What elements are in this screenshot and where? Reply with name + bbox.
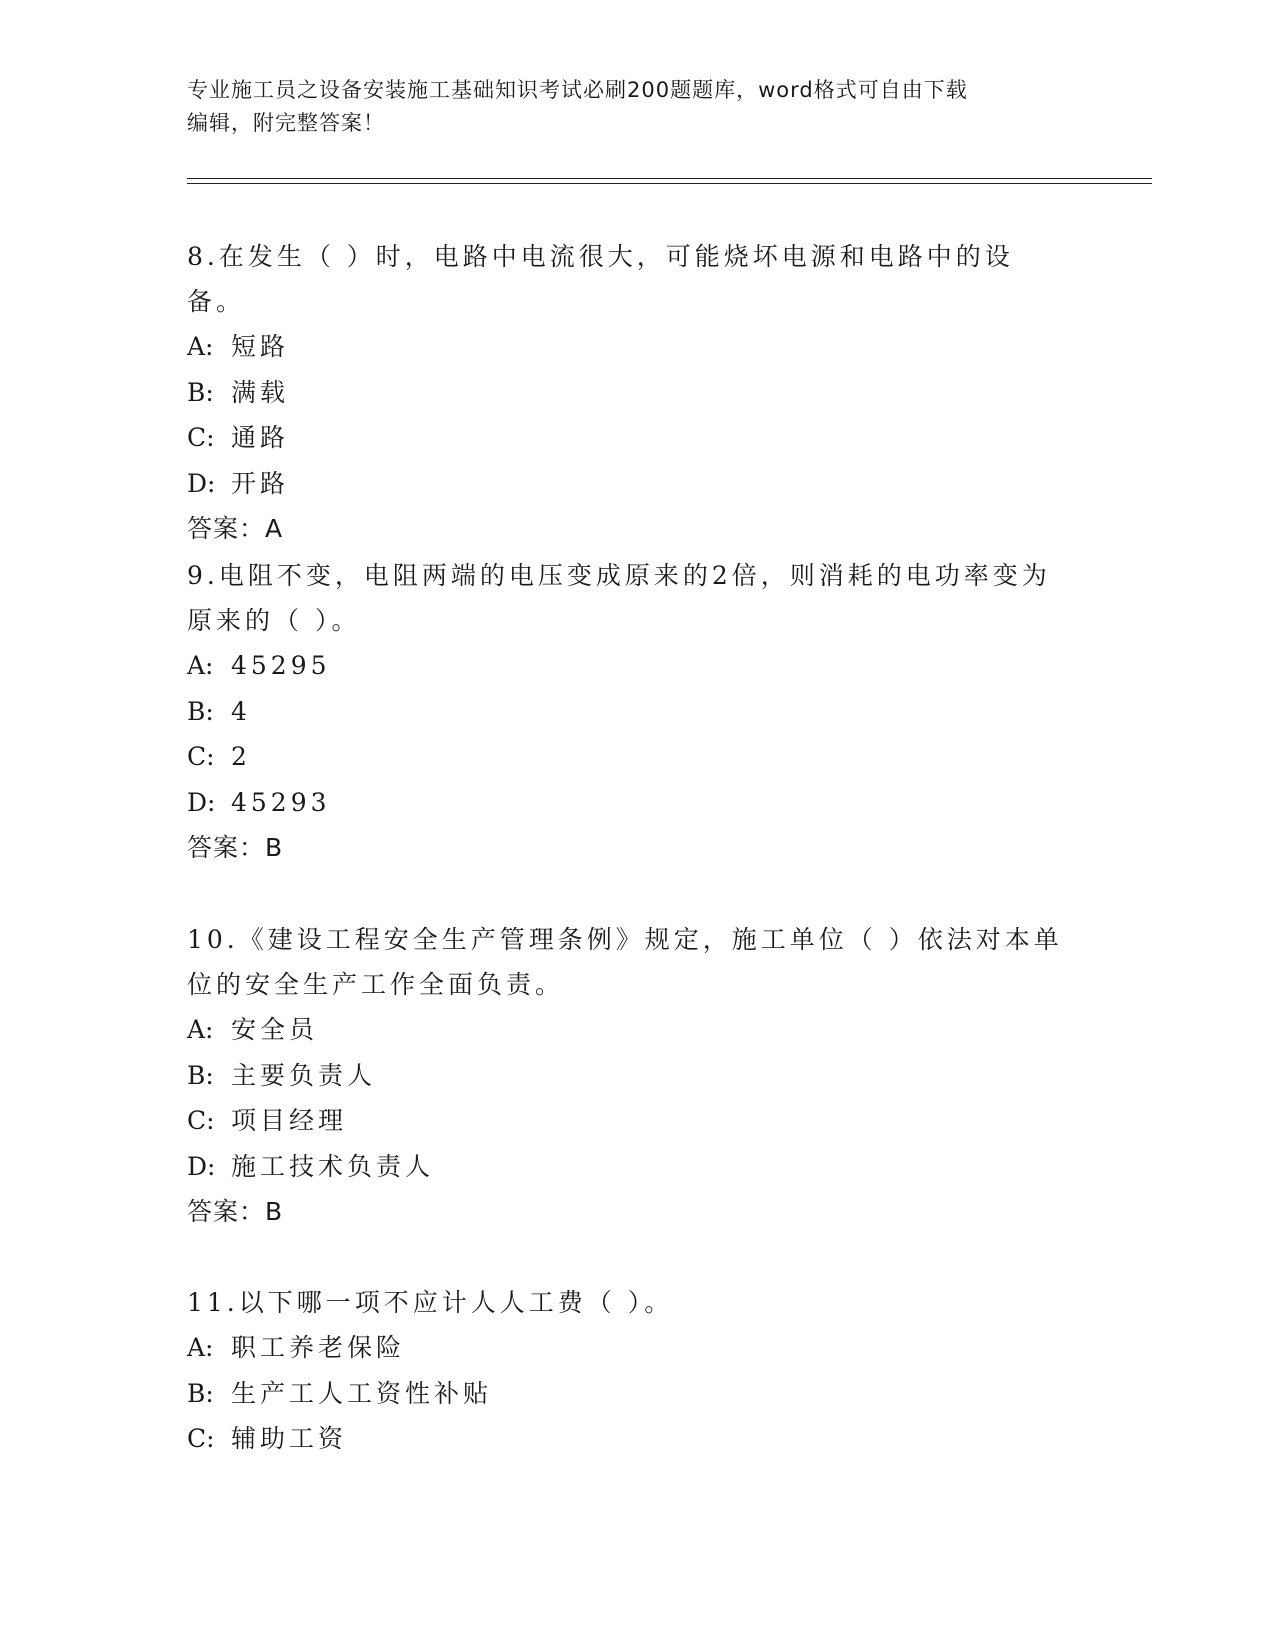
option-a bbox=[187, 324, 1067, 370]
option-text: 主要负责人 bbox=[231, 1060, 377, 1090]
option-b bbox=[187, 1053, 1067, 1099]
header-divider-bottom bbox=[187, 183, 1152, 184]
option-label: D: bbox=[187, 787, 216, 817]
question-10 bbox=[187, 917, 1067, 1235]
option-text: 生产工人工资性补贴 bbox=[231, 1378, 493, 1408]
option-c bbox=[187, 1098, 1067, 1144]
answer-line: 答案：B bbox=[187, 833, 284, 862]
header-divider-top bbox=[187, 178, 1152, 179]
option-b bbox=[187, 1371, 1067, 1417]
option-text: 辅助工资 bbox=[231, 1424, 348, 1453]
option-text: 职工养老保险 bbox=[231, 1333, 406, 1362]
option-b bbox=[187, 689, 1067, 735]
option-a bbox=[187, 1325, 1067, 1371]
option-text: 通路 bbox=[231, 423, 290, 452]
option-text: 施工技术负责人 bbox=[231, 1151, 435, 1181]
answer-line: 答案：B bbox=[187, 1197, 284, 1226]
question-8 bbox=[187, 234, 1067, 552]
question-stem-line-2: 原来的（ ）。 bbox=[187, 606, 361, 635]
option-c bbox=[187, 415, 1067, 461]
option-c bbox=[187, 734, 1067, 780]
option-label: A: bbox=[187, 332, 214, 361]
option-d bbox=[187, 1144, 1067, 1190]
option-a bbox=[187, 1007, 1067, 1053]
option-text: 满载 bbox=[231, 377, 290, 407]
option-label: B: bbox=[187, 377, 214, 407]
answer-line: 答案：A bbox=[187, 514, 284, 543]
question-stem-line-1: 10.《建设工程安全生产管理条例》规定，施工单位（ ）依法对本单 bbox=[187, 925, 1063, 954]
option-d bbox=[187, 461, 1067, 507]
option-label: C: bbox=[187, 1106, 215, 1135]
question-11 bbox=[187, 1280, 1067, 1462]
header-line-2: 编辑，附完整答案！ bbox=[187, 111, 385, 135]
header-line-1: 专业施工员之设备安装施工基础知识考试必刷200题题库，word格式可自由下载 bbox=[187, 78, 968, 102]
option-text: 45295 bbox=[231, 651, 331, 680]
option-label: C: bbox=[187, 742, 215, 771]
option-text: 短路 bbox=[231, 332, 290, 361]
option-text: 2 bbox=[231, 742, 251, 771]
option-text: 开路 bbox=[231, 468, 290, 498]
option-label: C: bbox=[187, 423, 215, 452]
option-label: D: bbox=[187, 1151, 216, 1181]
option-a bbox=[187, 643, 1067, 689]
option-label: C: bbox=[187, 1424, 215, 1453]
option-text: 项目经理 bbox=[231, 1106, 348, 1135]
option-label: B: bbox=[187, 1378, 214, 1408]
question-stem-line-2: 位的安全生产工作全面负责。 bbox=[187, 970, 565, 999]
option-b bbox=[187, 370, 1067, 416]
document-header bbox=[187, 74, 1087, 140]
option-label: B: bbox=[187, 696, 214, 726]
option-d bbox=[187, 780, 1067, 826]
option-text: 安全员 bbox=[231, 1015, 319, 1044]
question-stem: 8.在发生（ ）时，电路中电流很大，可能烧坏电源和电路中的设备。 bbox=[187, 242, 1014, 316]
option-label: A: bbox=[187, 651, 214, 680]
question-stem-line-1: 9.电阻不变，电阻两端的电压变成原来的2倍，则消耗的电功率变为 bbox=[187, 561, 1051, 590]
option-label: B: bbox=[187, 1060, 214, 1090]
option-text: 45293 bbox=[231, 787, 331, 817]
question-stem: 11.以下哪一项不应计人人工费（ ）。 bbox=[187, 1288, 674, 1317]
option-label: A: bbox=[187, 1015, 214, 1044]
question-9 bbox=[187, 553, 1067, 871]
option-label: D: bbox=[187, 468, 216, 498]
option-text: 4 bbox=[231, 696, 251, 726]
option-label: A: bbox=[187, 1333, 214, 1362]
option-c bbox=[187, 1416, 1067, 1462]
